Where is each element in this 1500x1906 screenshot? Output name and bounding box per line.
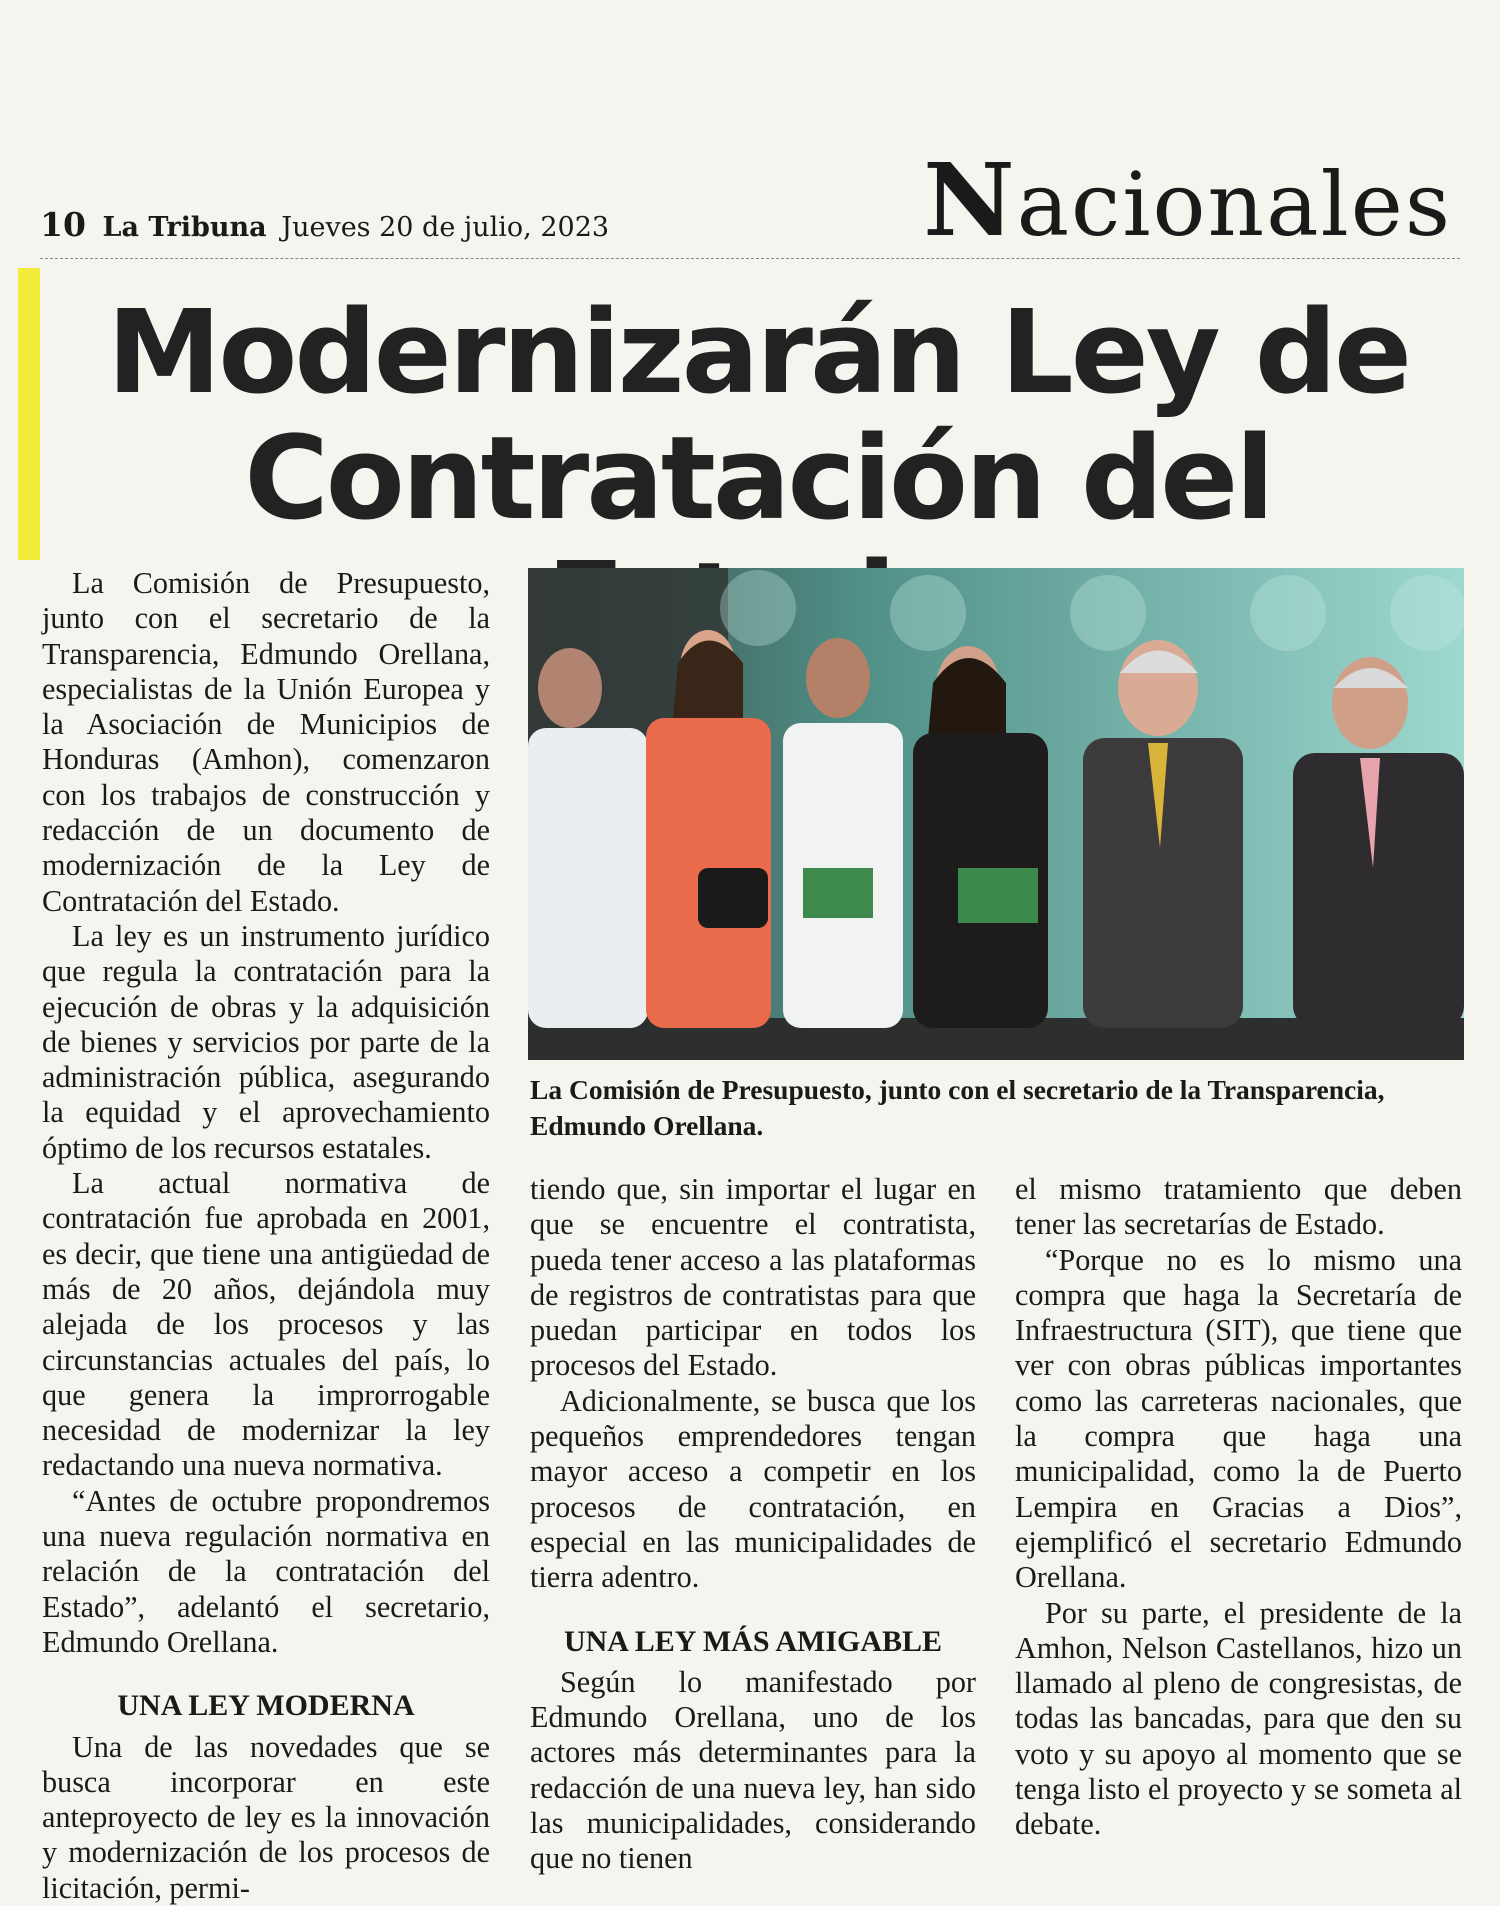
page-folio [40, 205, 609, 244]
headline: Modernizarán Ley de Contratación del [106, 286, 1410, 546]
paragraph: tiendo que, sin importar el lugar en que se encuentre el contratista, pueda tener acceso a las plataformas de registros de contratistas para que puedan participar en todos los procesos del Estado. [530, 1172, 976, 1383]
page-number: 10 [40, 205, 86, 244]
issue-date: Jueves 20 de julio, 2023 [281, 212, 610, 243]
news-photo [528, 568, 1464, 1060]
article-column-1 [42, 566, 490, 1906]
paragraph: “Porque no es lo mismo una compra que haga la Secretaría de Infraestructura (SIT), que tiene que ver con obras públicas importantes como las carreteras nacionales, que la compra que haga una municipalidad, como la de Puerto Lempira en Gracias a Dios”, ejemplificó el secretario Edmundo Orellana. [1015, 1242, 1462, 1595]
section-rest: acionales [1016, 153, 1452, 256]
paragraph: Por su parte, el presidente de la Amhon, Nelson Castellanos, hizo un llamado al pleno de congresistas, de todas las bancadas, para que den su voto y su apoyo al momento que se tenga listo el proyecto y se someta al debate. [1015, 1595, 1462, 1842]
highlighter-mark [18, 268, 40, 560]
subheading: UNA LEY MODERNA [117, 1689, 415, 1723]
section-title [923, 141, 1452, 259]
paragraph: Adicionalmente, se busca que los pequeños emprendedores tengan mayor acceso a competir en los procesos de contratación, en especial en las municipalidades de tierra adentro. [530, 1383, 976, 1595]
subheading: UNA LEY MÁS AMIGABLE [563, 1624, 943, 1658]
photo-illustration [528, 568, 1464, 1060]
paragraph: el mismo tratamiento que deben tener las secretarías de Estado. [1015, 1172, 1462, 1242]
section-initial: N [923, 141, 1017, 259]
paragraph: La actual normativa de contratación fue aprobada en 2001, es decir, que tiene una antigüedad de más de 20 años, dejándola muy alejada de los procesos y las circunstancias actuales del país, lo que genera la improrrogable necesidad de modernizar la ley redactando una nueva normativa. [42, 1166, 490, 1483]
paragraph: La Comisión de Presupuesto, junto con el secretario de la Transparencia, Edmundo Orellana, especialistas de la Unión Europea y la Asociación de Municipios de Honduras (Amhon), comenzaron con los trabajos de construcción y redacción de un documento de modernización de la Ley de Contratación del Estado. [42, 566, 490, 918]
photo-caption: La Comisión de Presupuesto, junto con el secretario de la Transparencia, Edmundo Orellana. [530, 1074, 1385, 1141]
paragraph: Según lo manifestado por Edmundo Orellana, uno de los actores más determinantes para la redacción de una nueva ley, han sido las municipalidades, considerando que no tienen [530, 1664, 976, 1876]
paragraph: La ley es un instrumento jurídico que regula la contratación para la ejecución de obras y la adquisición de bienes y servicios por parte de la administración pública, asegurando la equidad y el aprovechamiento óptimo de los recursos estatales. [42, 918, 490, 1165]
newspaper-name: La Tribuna [102, 212, 267, 243]
article-column-3 [1015, 1172, 1462, 1843]
article-column-2 [530, 1172, 976, 1877]
paragraph: “Antes de octubre propondremos una nueva regulación normativa en relación de la contratación del Estado”, adelantó el secretario, Edmundo Orellana. [42, 1483, 490, 1659]
paragraph: Una de las novedades que se busca incorporar en este anteproyecto de ley es la innovación y modernización de los procesos de licitación, permi- [42, 1729, 490, 1905]
header-rule [40, 258, 1460, 259]
